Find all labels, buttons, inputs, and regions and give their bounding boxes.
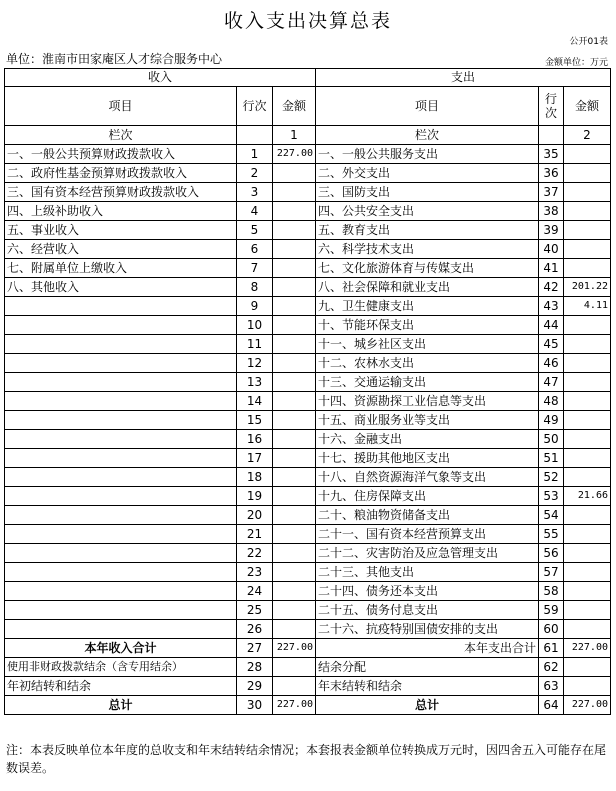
expense-item: 十九、住房保障支出 — [316, 487, 539, 506]
table-row — [5, 164, 611, 183]
table-row — [5, 221, 611, 240]
total-income-line-no: 27 — [237, 639, 273, 658]
table-row — [5, 354, 611, 373]
table-row — [5, 145, 611, 164]
expense-amount — [564, 525, 611, 544]
income-item — [5, 354, 237, 373]
income-item — [5, 582, 237, 601]
income-amount — [273, 582, 316, 601]
form-code: 公开01表 — [569, 37, 608, 47]
expense-item: 六、科学技术支出 — [316, 240, 539, 259]
table-row — [5, 525, 611, 544]
expense-line-no: 47 — [539, 373, 564, 392]
income-line-no: 5 — [237, 221, 273, 240]
income-amount — [273, 183, 316, 202]
income-line-no: 20 — [237, 506, 273, 525]
total-row — [5, 658, 611, 677]
income-line-no: 2 — [237, 164, 273, 183]
expense-item: 一、一般公共服务支出 — [316, 145, 539, 164]
income-item — [5, 487, 237, 506]
income-item: 八、其他收入 — [5, 278, 237, 297]
total-income-line-no: 30 — [237, 696, 273, 715]
income-item — [5, 430, 237, 449]
expense-amount: 4.11 — [564, 297, 611, 316]
table-row — [5, 259, 611, 278]
expense-amount — [564, 620, 611, 639]
expense-item: 九、卫生健康支出 — [316, 297, 539, 316]
income-item — [5, 506, 237, 525]
income-line-no: 21 — [237, 525, 273, 544]
expense-line-no: 55 — [539, 525, 564, 544]
expense-line-no: 43 — [539, 297, 564, 316]
expense-amount — [564, 430, 611, 449]
income-lanci-label: 栏次 — [5, 126, 237, 145]
total-expense-line-no: 61 — [539, 639, 564, 658]
income-line-no: 10 — [237, 316, 273, 335]
total-income-line-no: 28 — [237, 658, 273, 677]
total-expense-line-no: 62 — [539, 658, 564, 677]
table-row — [5, 468, 611, 487]
total-row — [5, 696, 611, 715]
income-amount — [273, 563, 316, 582]
income-item — [5, 316, 237, 335]
expense-line-no: 58 — [539, 582, 564, 601]
total-expense-line-no: 64 — [539, 696, 564, 715]
income-amount: 227.00 — [273, 145, 316, 164]
income-line-no: 13 — [237, 373, 273, 392]
page-title: 收入支出决算总表 — [223, 10, 392, 32]
table-row — [5, 373, 611, 392]
expense-amount — [564, 240, 611, 259]
table-row — [5, 449, 611, 468]
expense-line-no: 59 — [539, 601, 564, 620]
expense-item: 十六、金融支出 — [316, 430, 539, 449]
table-row — [5, 620, 611, 639]
expense-line-no: 45 — [539, 335, 564, 354]
expense-item: 三、国防支出 — [316, 183, 539, 202]
expense-amount — [564, 506, 611, 525]
expense-item: 十七、援助其他地区支出 — [316, 449, 539, 468]
income-line-no: 15 — [237, 411, 273, 430]
expense-item: 十一、城乡社区支出 — [316, 335, 539, 354]
income-item: 一、一般公共预算财政拨款收入 — [5, 145, 237, 164]
expense-item: 二、外交支出 — [316, 164, 539, 183]
expense-line-no: 40 — [539, 240, 564, 259]
income-item: 四、上级补助收入 — [5, 202, 237, 221]
income-line-no: 9 — [237, 297, 273, 316]
table-row — [5, 582, 611, 601]
expense-amount — [564, 202, 611, 221]
income-amount — [273, 259, 316, 278]
expense-item: 十三、交通运输支出 — [316, 373, 539, 392]
income-amount — [273, 392, 316, 411]
expense-item: 二十一、国有资本经营预算支出 — [316, 525, 539, 544]
income-line-no: 16 — [237, 430, 273, 449]
expense-amount: 201.22 — [564, 278, 611, 297]
expense-line-no: 36 — [539, 164, 564, 183]
income-amount — [273, 430, 316, 449]
table-row — [5, 278, 611, 297]
income-line-no: 17 — [237, 449, 273, 468]
expense-amount — [564, 335, 611, 354]
income-item: 二、政府性基金预算财政拨款收入 — [5, 164, 237, 183]
expense-line-no: 42 — [539, 278, 564, 297]
income-line-no: 24 — [237, 582, 273, 601]
expense-lineno-header: 行 次 — [539, 87, 564, 126]
expense-amount — [564, 373, 611, 392]
expense-item: 二十、粮油物资储备支出 — [316, 506, 539, 525]
income-line-no: 22 — [237, 544, 273, 563]
expense-item: 二十二、灾害防治及应急管理支出 — [316, 544, 539, 563]
budget-table — [4, 68, 611, 715]
total-income-item: 本年收入合计 — [5, 639, 237, 658]
expense-amount — [564, 601, 611, 620]
income-item-header: 项目 — [5, 87, 237, 126]
total-income-line-no: 29 — [237, 677, 273, 696]
total-expense-item: 结余分配 — [316, 658, 539, 677]
expense-line-no: 56 — [539, 544, 564, 563]
income-lineno-header: 行次 — [237, 87, 273, 126]
total-expense-amount: 227.00 — [564, 696, 611, 715]
expense-line-no: 53 — [539, 487, 564, 506]
table-row — [5, 563, 611, 582]
income-amount — [273, 164, 316, 183]
income-item — [5, 544, 237, 563]
income-item — [5, 449, 237, 468]
expense-amount — [564, 582, 611, 601]
table-row — [5, 601, 611, 620]
income-item: 三、国有资本经营预算财政拨款收入 — [5, 183, 237, 202]
income-item — [5, 411, 237, 430]
income-item — [5, 373, 237, 392]
expense-line-no: 49 — [539, 411, 564, 430]
income-line-no: 18 — [237, 468, 273, 487]
income-item — [5, 335, 237, 354]
income-line-no: 11 — [237, 335, 273, 354]
total-income-item: 年初结转和结余 — [5, 677, 237, 696]
expense-line-no: 41 — [539, 259, 564, 278]
expense-line-no: 54 — [539, 506, 564, 525]
table-row — [5, 183, 611, 202]
expense-amount — [564, 449, 611, 468]
expense-amount — [564, 468, 611, 487]
income-amount — [273, 278, 316, 297]
income-item — [5, 620, 237, 639]
income-line-no: 19 — [237, 487, 273, 506]
amount-unit: 金额单位：万元 — [544, 58, 608, 68]
expense-item: 五、教育支出 — [316, 221, 539, 240]
income-amount — [273, 202, 316, 221]
income-line-no: 3 — [237, 183, 273, 202]
table-row — [5, 487, 611, 506]
expense-item: 二十四、债务还本支出 — [316, 582, 539, 601]
total-expense-item: 年末结转和结余 — [316, 677, 539, 696]
total-expense-amount — [564, 677, 611, 696]
total-income-amount: 227.00 — [273, 696, 316, 715]
income-amount — [273, 487, 316, 506]
income-amount — [273, 240, 316, 259]
total-expense-line-no: 63 — [539, 677, 564, 696]
income-amount — [273, 335, 316, 354]
total-row — [5, 639, 611, 658]
expense-amount: 21.66 — [564, 487, 611, 506]
income-header: 收入 — [5, 69, 316, 87]
income-item: 五、事业收入 — [5, 221, 237, 240]
expense-line-no: 48 — [539, 392, 564, 411]
income-line-no: 7 — [237, 259, 273, 278]
income-line-no: 4 — [237, 202, 273, 221]
total-income-amount — [273, 677, 316, 696]
table-row — [5, 240, 611, 259]
expense-amount — [564, 316, 611, 335]
expense-amount — [564, 354, 611, 373]
expense-item: 十、节能环保支出 — [316, 316, 539, 335]
total-income-item: 总计 — [5, 696, 237, 715]
income-amount — [273, 620, 316, 639]
expense-line-no: 38 — [539, 202, 564, 221]
table-row — [5, 392, 611, 411]
expense-lanci-label: 栏次 — [316, 126, 539, 145]
expense-amount — [564, 183, 611, 202]
table-row — [5, 316, 611, 335]
income-amount — [273, 506, 316, 525]
income-amount — [273, 544, 316, 563]
table-row — [5, 544, 611, 563]
table-row — [5, 506, 611, 525]
expense-item: 二十六、抗疫特别国债安排的支出 — [316, 620, 539, 639]
expense-amount-header: 金额 — [564, 87, 611, 126]
table-row — [5, 335, 611, 354]
income-line-no: 6 — [237, 240, 273, 259]
income-amount-header: 金额 — [273, 87, 316, 126]
income-item — [5, 601, 237, 620]
total-income-amount: 227.00 — [273, 639, 316, 658]
income-amount — [273, 373, 316, 392]
income-amount — [273, 316, 316, 335]
unit-label: 单位：淮南市田家庵区人才综合服务中心 — [6, 52, 223, 66]
expense-item: 八、社会保障和就业支出 — [316, 278, 539, 297]
expense-item: 七、文化旅游体育与传媒支出 — [316, 259, 539, 278]
expense-amount — [564, 411, 611, 430]
expense-line-no: 52 — [539, 468, 564, 487]
income-line-no: 8 — [237, 278, 273, 297]
table-row — [5, 297, 611, 316]
expense-line-no: 46 — [539, 354, 564, 373]
total-expense-item: 本年支出合计 — [316, 639, 539, 658]
total-expense-amount: 227.00 — [564, 639, 611, 658]
income-item: 六、经营收入 — [5, 240, 237, 259]
income-amount — [273, 601, 316, 620]
expense-line-no: 37 — [539, 183, 564, 202]
total-income-amount — [273, 658, 316, 677]
income-line-no: 23 — [237, 563, 273, 582]
income-col-number: 1 — [273, 126, 316, 145]
expense-item: 二十五、债务付息支出 — [316, 601, 539, 620]
income-amount — [273, 411, 316, 430]
expense-item: 十二、农林水支出 — [316, 354, 539, 373]
expense-amount — [564, 392, 611, 411]
income-item — [5, 525, 237, 544]
expense-amount — [564, 544, 611, 563]
expense-item-header: 项目 — [316, 87, 539, 126]
income-line-no: 1 — [237, 145, 273, 164]
table-row — [5, 411, 611, 430]
expense-item: 四、公共安全支出 — [316, 202, 539, 221]
footnote: 注：本表反映单位本年度的总收支和年末结转结余情况；本套报表金额单位转换成万元时，因四舍五入可能存在尾数误差。 — [6, 743, 607, 775]
income-line-no: 12 — [237, 354, 273, 373]
expense-amount — [564, 259, 611, 278]
expense-item: 二十三、其他支出 — [316, 563, 539, 582]
total-row — [5, 677, 611, 696]
expense-amount — [564, 145, 611, 164]
income-item: 七、附属单位上缴收入 — [5, 259, 237, 278]
expense-line-no: 35 — [539, 145, 564, 164]
income-line-no: 26 — [237, 620, 273, 639]
income-item — [5, 297, 237, 316]
income-amount — [273, 525, 316, 544]
table-row — [5, 202, 611, 221]
expense-line-no: 57 — [539, 563, 564, 582]
expense-line-no: 44 — [539, 316, 564, 335]
expense-amount — [564, 164, 611, 183]
income-amount — [273, 221, 316, 240]
income-amount — [273, 449, 316, 468]
income-amount — [273, 354, 316, 373]
expense-item: 十四、资源勘探工业信息等支出 — [316, 392, 539, 411]
income-amount — [273, 468, 316, 487]
expense-item: 十八、自然资源海洋气象等支出 — [316, 468, 539, 487]
income-item — [5, 468, 237, 487]
expense-header: 支出 — [316, 69, 611, 87]
income-line-no: 14 — [237, 392, 273, 411]
income-item — [5, 563, 237, 582]
expense-line-no: 51 — [539, 449, 564, 468]
income-item — [5, 392, 237, 411]
table-row — [5, 430, 611, 449]
expense-line-no: 50 — [539, 430, 564, 449]
expense-amount — [564, 563, 611, 582]
expense-amount — [564, 221, 611, 240]
income-amount — [273, 297, 316, 316]
expense-line-no: 39 — [539, 221, 564, 240]
income-line-no: 25 — [237, 601, 273, 620]
expense-item: 十五、商业服务业等支出 — [316, 411, 539, 430]
expense-line-no: 60 — [539, 620, 564, 639]
expense-col-number: 2 — [564, 126, 611, 145]
total-expense-item: 总计 — [316, 696, 539, 715]
total-expense-amount — [564, 658, 611, 677]
total-income-item: 使用非财政拨款结余（含专用结余） — [5, 658, 237, 677]
